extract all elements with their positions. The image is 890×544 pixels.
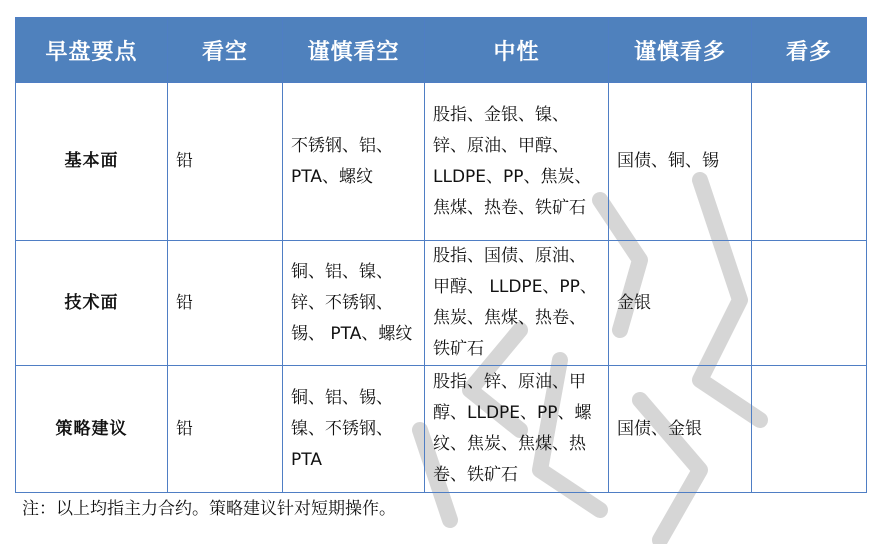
table-row [16,366,867,493]
table-cell [752,83,867,241]
table-row [16,83,867,241]
table-cell: 股指、金银、镍、锌、原油、甲醇、LLDPE、PP、焦炭、焦煤、热卷、铁矿石 [425,83,609,241]
table-cell: 铅 [168,366,283,493]
table-cell [752,241,867,366]
row-label-technicals: 技术面 [16,241,168,366]
market-view-table [15,17,867,493]
row-label-strategy: 策略建议 [16,366,168,493]
footnote: 注：以上均指主力合约。策略建议针对短期操作。 [22,499,396,519]
table-row [16,241,867,366]
table-cell: 不锈钢、铝、PTA、螺纹 [283,83,425,241]
table-cell: 金银 [609,241,752,366]
table-cell: 铜、铝、镍、锌、不锈钢、锡、 PTA、螺纹 [283,241,425,366]
table-cell: 铅 [168,241,283,366]
table-cell [752,366,867,493]
header-cell-neutral: 中性 [425,18,609,83]
row-label-fundamentals: 基本面 [16,83,168,241]
table-cell: 国债、铜、锡 [609,83,752,241]
table-header-row [16,18,867,83]
table-cell: 国债、金银 [609,366,752,493]
header-cell-summary: 早盘要点 [16,18,168,83]
header-cell-bullish: 看多 [752,18,867,83]
table-cell: 股指、锌、原油、甲醇、LLDPE、PP、螺纹、焦炭、焦煤、热卷、铁矿石 [425,366,609,493]
table-cell: 铅 [168,83,283,241]
header-cell-cautious-bearish: 谨慎看空 [283,18,425,83]
table-cell: 铜、铝、锡、镍、不锈钢、PTA [283,366,425,493]
table-cell: 股指、国债、原油、甲醇、 LLDPE、PP、焦炭、焦煤、热卷、铁矿石 [425,241,609,366]
header-cell-bearish: 看空 [168,18,283,83]
header-cell-cautious-bullish: 谨慎看多 [609,18,752,83]
